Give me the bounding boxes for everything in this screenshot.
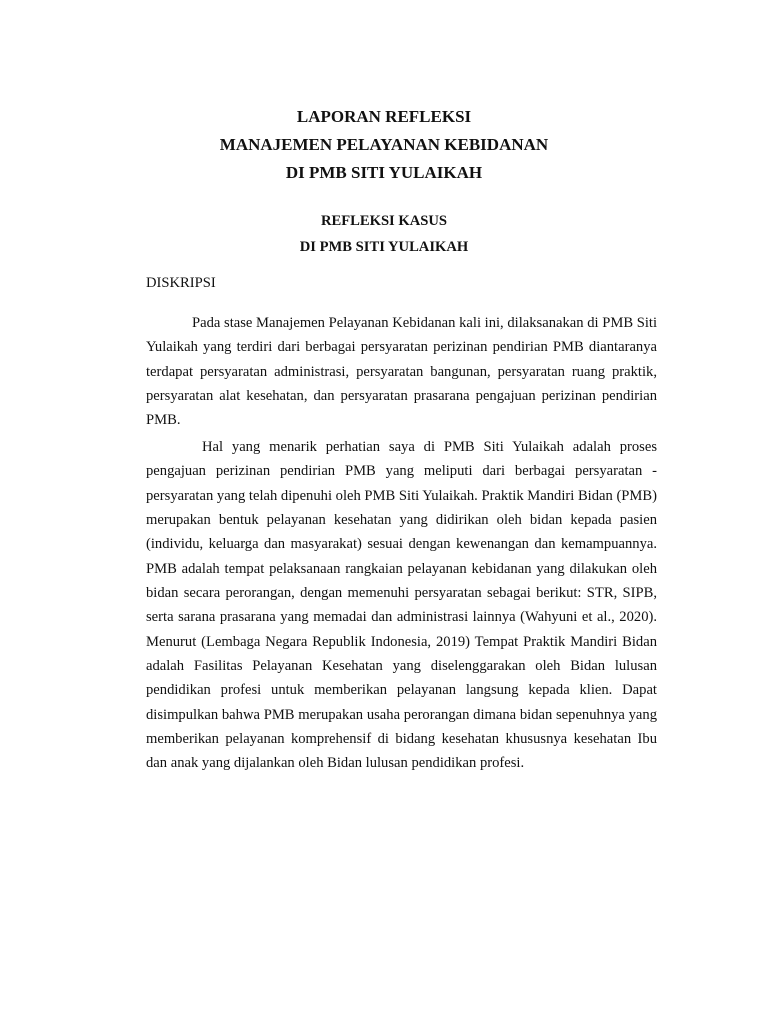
subtitle-line-1: REFLEKSI KASUS	[320, 213, 448, 229]
report-subtitle	[0, 208, 768, 260]
title-line-2: MANAJEMEN PELAYANAN KEBIDANAN	[219, 135, 549, 154]
paragraph-2: Hal yang menarik perhatian saya di PMB Siti Yulaikah adalah proses pengajuan perizinan pendirian PMB yang meliputi dari berbagai persyaratan - persyaratan yang telah dipenuhi oleh PMB Siti Yulaikah. Praktik Mandiri Bidan (PMB) merupakan bentuk pelayanan kesehatan yang didirikan oleh bidan kepada pasien (individu, keluarga dan masyarakat) sesuai dengan kewenangan dan kemampuannya. PMB adalah tempat pelaksanaan rangkaian pelayanan kebidanan yang dilakukan oleh bidan secara perorangan, dengan memenuhi persyaratan sebagai berikut: STR, SIPB, serta sarana prasarana yang memadai dan administrasi lainnya (Wahyuni et al., 2020). Menurut (Lembaga Negara Republik Indonesia, 2019) Tempat Praktik Mandiri Bidan adalah Fasilitas Pelayanan Kesehatan yang diselenggarakan oleh Bidan lulusan pendidikan profesi untuk memberikan pelayanan langsung kepada klien. Dapat disimpulkan bahwa PMB merupakan usaha perorangan dimana bidan sepenuhnya yang memberikan pelayanan komprehensif di bidang kesehatan khususnya kesehatan Ibu dan anak yang dijalankan oleh Bidan lulusan pendidikan profesi.	[146, 439, 657, 772]
subtitle-line-2: DI PMB SITI YULAIKAH	[299, 239, 469, 255]
paragraph-1: Pada stase Manajemen Pelayanan Kebidanan kali ini, dilaksanakan di PMB Siti Yulaikah yang terdiri dari berbagai persyaratan perizinan pendirian PMB diantaranya terdapat persyaratan administrasi, persyaratan bangunan, persyaratan ruang praktik, persyaratan alat kesehatan, dan persyaratan prasarana pengajuan perizinan pendirian PMB.	[146, 315, 657, 429]
section-heading: DISKRIPSI	[146, 275, 216, 291]
title-line-3: DI PMB SITI YULAIKAH	[285, 163, 483, 182]
report-title	[0, 103, 768, 187]
title-line-1: LAPORAN REFLEKSI	[296, 107, 472, 126]
